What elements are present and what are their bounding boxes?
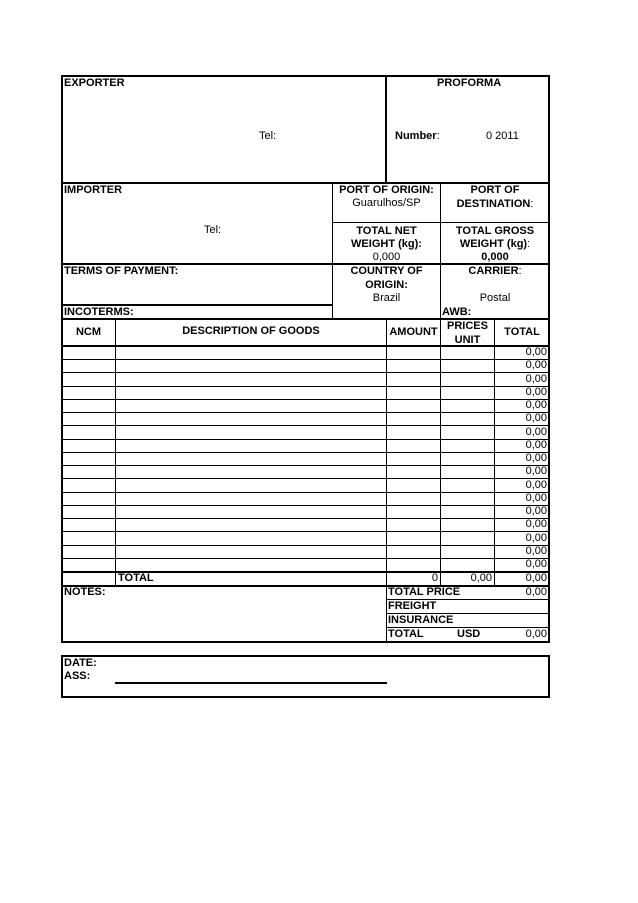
gross-weight-colon: :	[527, 238, 531, 250]
col-header-description: DESCRIPTION OF GOODS	[182, 325, 320, 337]
row-total-value: 0,00	[525, 426, 547, 438]
ass-label: ASS:	[64, 670, 91, 682]
awb-label: AWB:	[442, 306, 472, 318]
port-of-origin-label: PORT OF ORIGIN:	[339, 184, 434, 196]
summary-total-label: TOTAL	[388, 628, 424, 640]
row-total-value: 0,00	[525, 518, 547, 530]
row-total-value: 0,00	[525, 479, 547, 491]
notes-label: NOTES:	[64, 586, 106, 598]
col-header-total: TOTAL	[504, 326, 540, 338]
row-total-value: 0,00	[525, 373, 547, 385]
gross-weight-line2	[441, 238, 549, 251]
row-total-value: 0,00	[525, 439, 547, 451]
row-total-value: 0,00	[525, 558, 547, 570]
proforma-number	[395, 130, 440, 143]
col-header-prices-line2: UNIT	[454, 334, 481, 346]
proforma-number-colon: :	[436, 130, 440, 142]
divider	[385, 76, 387, 184]
row-total-value: 0,00	[525, 359, 547, 371]
row-total-value: 0,00	[525, 412, 547, 424]
port-of-destination-label: DESTINATION	[456, 198, 531, 210]
proforma-label: PROFORMA	[437, 77, 502, 89]
col-header-amount: AMOUNT	[389, 326, 438, 338]
incoterms-label: INCOTERMS:	[64, 306, 134, 318]
carrier-colon: :	[518, 265, 522, 277]
summary-total-value: 0,00	[525, 628, 547, 640]
signature-line	[115, 682, 387, 684]
port-of-destination-line2	[441, 198, 549, 211]
divider	[333, 222, 549, 223]
carrier-value: Postal	[479, 292, 511, 304]
total-price-value: 0,00	[525, 586, 547, 598]
table-row	[62, 426, 549, 439]
table-row	[62, 479, 549, 492]
table-row	[62, 558, 549, 571]
total-row-label: TOTAL	[118, 572, 154, 584]
total-row-bottom-border	[62, 585, 549, 587]
freight-label: FREIGHT	[388, 600, 437, 612]
table-row	[62, 399, 549, 412]
country-of-origin-line2: ORIGIN:	[365, 279, 408, 291]
proforma-number-label: Number	[395, 130, 437, 142]
country-of-origin-value: Brazil	[372, 292, 401, 304]
signature-box	[61, 655, 550, 698]
proforma-number-value: 0 2011	[486, 130, 519, 142]
total-price-label: TOTAL PRICE	[388, 586, 461, 598]
row-total-value: 0,00	[525, 386, 547, 398]
country-of-origin-line1: COUNTRY OF	[350, 265, 423, 277]
table-row	[62, 386, 549, 399]
insurance-label: INSURANCE	[388, 614, 454, 626]
table-row	[62, 452, 549, 465]
col-header-ncm: NCM	[75, 326, 102, 338]
table-row	[62, 359, 549, 372]
carrier-label	[441, 265, 549, 278]
table-row	[62, 439, 549, 452]
terms-of-payment-label: TERMS OF PAYMENT:	[64, 265, 179, 277]
table-row	[62, 492, 549, 505]
row-total-value: 0,00	[525, 545, 547, 557]
table-row	[62, 465, 549, 478]
net-weight-value: 0,000	[372, 251, 401, 263]
port-of-destination-line1: PORT OF	[470, 184, 520, 196]
net-weight-line2: WEIGHT (kg):	[351, 238, 422, 250]
row-total-value: 0,00	[525, 452, 547, 464]
port-of-destination-colon: :	[530, 198, 534, 210]
total-row-amount: 0	[431, 572, 438, 584]
exporter-label: EXPORTER	[64, 77, 125, 89]
exporter-tel-label: Tel:	[259, 130, 277, 142]
carrier-label-text: CARRIER	[468, 265, 519, 277]
table-row	[62, 412, 549, 425]
table-row	[62, 346, 549, 359]
importer-label: IMPORTER	[64, 184, 123, 196]
table-row	[62, 373, 549, 386]
gross-weight-value: 0,000	[481, 251, 509, 263]
port-of-origin-value: Guarulhos/SP	[352, 197, 421, 209]
total-row-unit-price: 0,00	[470, 572, 492, 584]
gross-weight-line1: TOTAL GROSS	[455, 225, 535, 237]
row-total-value: 0,00	[525, 399, 547, 411]
row-total-value: 0,00	[525, 465, 547, 477]
table-row	[62, 532, 549, 545]
importer-tel-label: Tel:	[204, 224, 222, 236]
row-total-value: 0,00	[525, 505, 547, 517]
row-total-value: 0,00	[525, 346, 547, 358]
currency-label: USD	[457, 628, 481, 640]
total-row-total: 0,00	[525, 572, 547, 584]
table-row	[62, 505, 549, 518]
table-row	[62, 545, 549, 558]
table-row	[62, 518, 549, 531]
col-header-prices-line1: PRICES	[447, 320, 488, 332]
row-total-value: 0,00	[525, 492, 547, 504]
gross-weight-label: WEIGHT (kg)	[459, 238, 528, 250]
date-label: DATE:	[64, 657, 97, 669]
row-total-value: 0,00	[525, 532, 547, 544]
net-weight-line1: TOTAL NET	[356, 225, 417, 237]
